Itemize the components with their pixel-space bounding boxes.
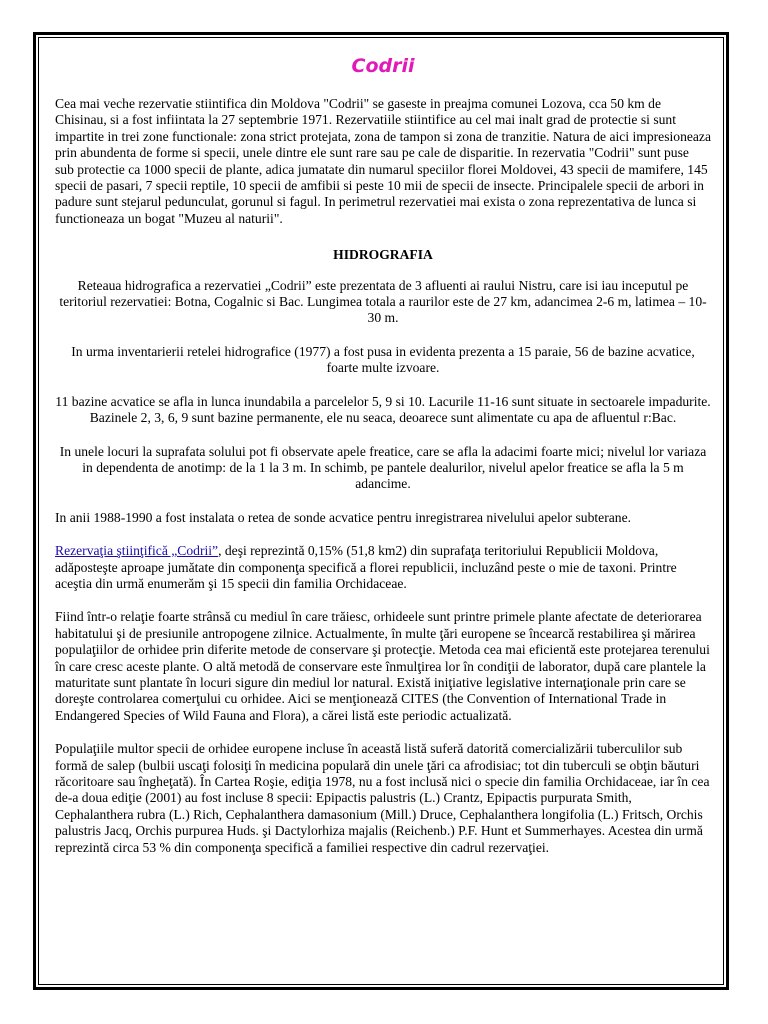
hidrografia-paragraph-2: In urma inventarierii retelei hidrografice (1977) a fost pusa in evidenta prezenta a 15 paraie, 56 de bazine acvatice, foarte multe izvoare. [71,343,695,376]
orchid-paragraph-3: Populaţiile multor specii de orhidee europene incluse în această listă suferă datorită comercializării tuberculilor sub formă de salep (bulbii uscaţi folosiţi în medicina populară din unele ţări ca afrodisiac; tot din tuberculi se obţin băuturi răcoritoare sau îngheţată). În Cartea Roşie, ediţia 1978, nu a fost inclusă nici o specie din familia Orchidaceae, iar în cea de-a doua ediţie (2001) au fost incluse 8 specii: Epipactis palustris (L.) Crantz, Epipactis purpurata Smith, Cephalanthera rubra (L.) Rich, Cephalanthera damasonium (Mill.) Druce, Cephalanthera longifolia (L.) Fritsch, Orchis palustris Jacq, Orchis purpurea Huds. şi Dactylorhiza majalis (Reichenb.) P.F. Hunt et Summerhayes. Acestea din urmă reprezintă circa 53 % din componenţa specifică a familiei respective din cadrul rezervaţiei. [55,741,710,855]
orchid-paragraph-1-text: , deşi reprezintă 0,15% (51,8 km2) din suprafaţa teritoriului Republicii Moldova, adăposteşte aproape jumătate din componenţa specifică a florei republicii, incluzând peste o mie de taxoni. Printre aceştia din urmă enumerăm şi 15 specii din familia Orchidaceae. [55,543,677,591]
document-title: Codrii [351,55,415,77]
hidrografia-paragraph-4: In unele locuri la suprafata solului pot fi observate apele freatice, care se afla la adacimi foarte mici; nivelul lor variaza in dependenta de anotimp: de la 1 la 3 m. In schimb, pe pantele dealurilor, nivelul apelor freatice se afla la 5 m adancime. [59,443,707,492]
rezervatia-codrii-link[interactable]: Rezervaţia ştiinţifică „Codrii” [55,543,219,559]
hidrografia-paragraph-3: 11 bazine acvatice se afla in lunca inundabila a parcelelor 5, 9 si 10. Lacurile 11-16 sunt situate in sectoarele impadurite. Bazinele 2, 3, 6, 9 sunt bazine permanente, ele nu seaca, deoarece sunt alimentate cu apa de afluentul r:Bac. [55,393,711,426]
intro-paragraph: Cea mai veche rezervatie stiintifica din Moldova "Codrii" se gaseste in preajma comunei Lozova, cca 50 km de Chisinau, si a fost infiintata la 27 septembrie 1971. Rezervatiile stiintifice au cel mai inalt grad de protectie si sunt impartite in trei zone functionale: zona strict protejata, zona de tampon si zona de tranzitie. Natura de aici impresioneaza prin abundenta de forme si specii, unele dintre ele sunt rare sau pe cale de disparitie. In rezervatia "Codrii" sunt puse sub protectie ca 1000 specii de plante, adica jumatate din numarul speciilor florei Moldovei, 43 specii de mamifere, 145 specii de pasari, 7 specii reptile, 10 specii de amfibii si peste 10 mii de specii de insecte. Principalele specii de arbori in padure sunt stejarul pedunculat, gorunul si fagul. In perimetrul rezervatiei mai exista o zona reprezentativa de lunca si functioneaza un bogat "Muzeu al naturii". [55,96,711,226]
hidrografia-paragraph-1: Reteaua hidrografica a rezervatiei „Codrii” este prezentata de 3 afluenti ai raului Nistru, care isi iau inceputul pe teritoriul rezervatiei: Botna, Cogalnic si Bac. Lungimea totala a raurilor este de 27 km, adancimea 2-6 m, latimea – 10-30 m. [59,277,707,326]
orchid-paragraph-1 [55,543,711,592]
document-body [55,52,711,873]
section-heading-hidrografia: HIDROGRAFIA [333,247,433,263]
hidrografia-paragraph-5: In anii 1988-1990 a fost instalata o retea de sonde acvatice pentru inregistrarea nivelului apelor subterane. [55,509,632,525]
orchid-paragraph-2: Fiind într-o relaţie foarte strânsă cu mediul în care trăiesc, orhideele sunt printre primele plante afectate de deteriorarea habitatului şi de presiunile antropogene zilnice. Actualmente, în multe ţări europene se încearcă restabilirea şi mărirea populaţiilor de orhidee prin diferite metode de conservare şi protecţie. Metoda cea mai eficientă este protejarea terenului în care cresc aceste plante. O altă metodă de conservare este înmulţirea lor în condiţii de laborator, după care plantele la maturitate sunt plantate în locuri sigure din mediul lor natural. Există iniţiative legislative internaţionale prin care se doreşte controlarea comerţului cu orhidee. Aici se menţionează CITES (the Convention of International Trade in Endangered Species of Wild Fauna and Flora), a cărei listă este periodic actualizată. [55,609,710,723]
